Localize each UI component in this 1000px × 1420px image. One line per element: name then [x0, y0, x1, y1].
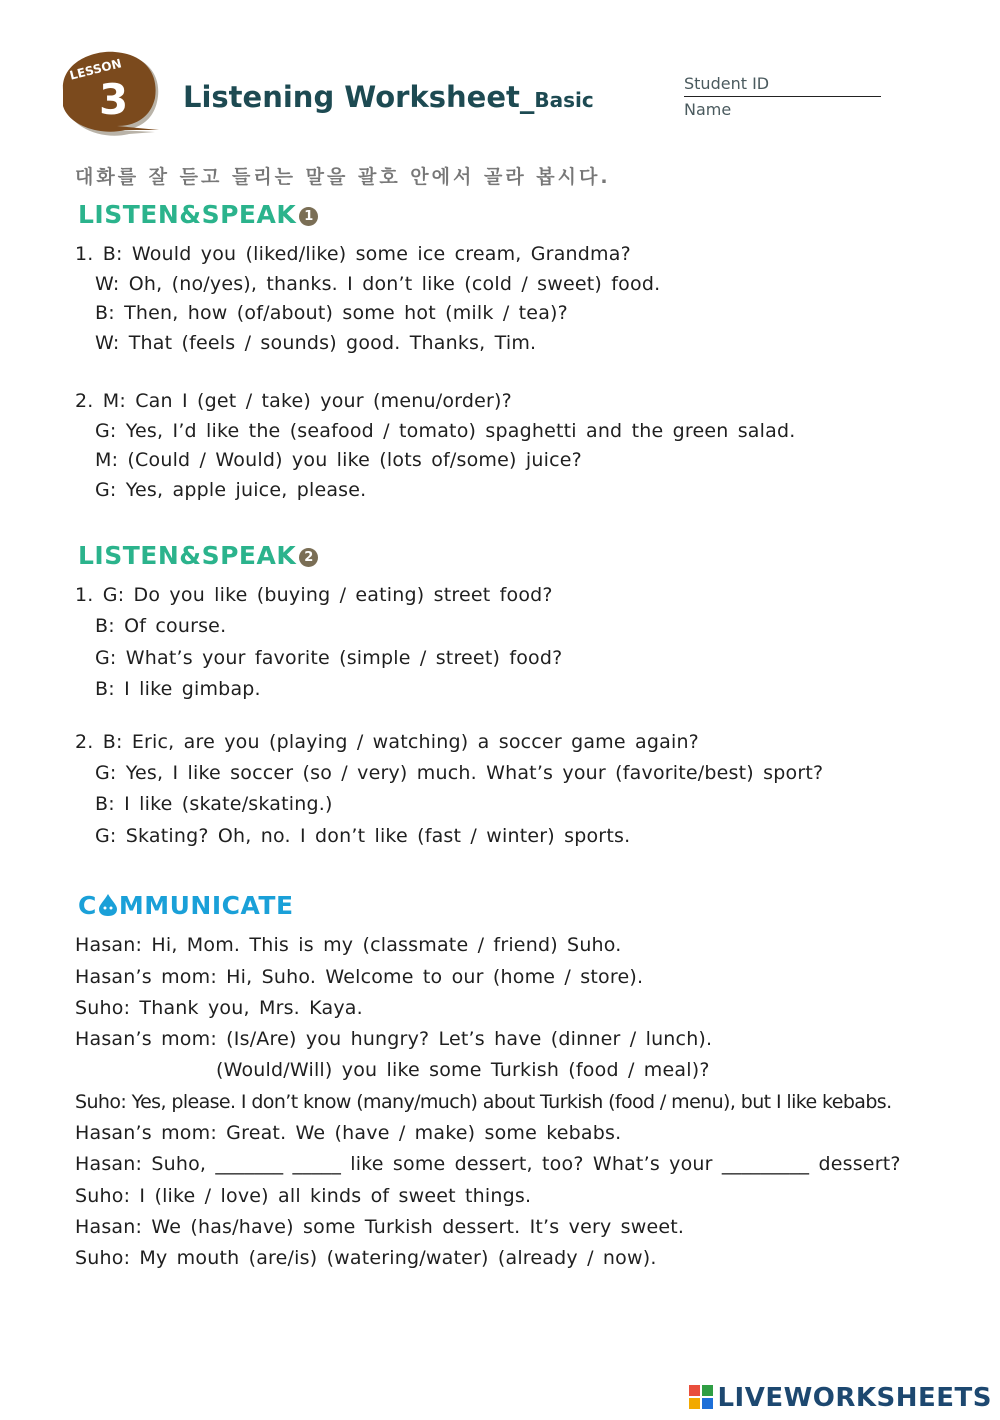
water-drop-icon	[98, 893, 118, 917]
student-id-line[interactable]	[684, 96, 881, 97]
dialogue-line: Suho: Thank you, Mrs. Kaya.	[75, 997, 363, 1019]
dialogue-line: (Would/Will) you like some Turkish (food / meal)?	[216, 1059, 710, 1081]
dialogue-line: G: Yes, I’d like the (seafood / tomato) spaghetti and the green salad.	[95, 420, 796, 442]
dialogue-line: Suho: I (like / love) all kinds of sweet things.	[75, 1185, 532, 1207]
dialogue-line: W: Oh, (no/yes), thanks. I don’t like (cold / sweet) food.	[95, 273, 661, 295]
dialogue-line: B: Then, how (of/about) some hot (milk / tea)?	[95, 302, 568, 324]
dialogue-line: G: Yes, apple juice, please.	[95, 479, 367, 501]
student-id-label: Student ID	[684, 74, 770, 93]
liveworksheets-brand	[689, 1383, 992, 1413]
brand-text: LIVEWORKSHEETS	[717, 1383, 992, 1413]
dialogue-line: 2. M: Can I (get / take) your (menu/order)?	[75, 390, 512, 412]
title-main: Listening Worksheet_	[183, 80, 535, 114]
communicate-logo-rest: MMUNICATE	[118, 891, 294, 920]
lesson-badge	[55, 50, 165, 140]
listen-speak-2-logo	[78, 541, 318, 570]
listen-speak-1-number: 1	[299, 207, 318, 226]
dialogue-line: G: What’s your favorite (simple / street) food?	[95, 647, 563, 669]
dialogue-line: G: Yes, I like soccer (so / very) much. What’s your (favorite/best) sport?	[95, 762, 824, 784]
listen-speak-2-number: 2	[299, 548, 318, 567]
dialogue-line: Suho: My mouth (are/is) (watering/water) (already / now).	[75, 1247, 657, 1269]
dialogue-line: Hasan: Hi, Mom. This is my (classmate / friend) Suho.	[75, 934, 622, 956]
dialogue-line: G: Skating? Oh, no. I don’t like (fast / winter) sports.	[95, 825, 631, 847]
instruction-text: 대화를 잘 듣고 들리는 말을 괄호 안에서 골라 봅시다.	[75, 166, 611, 188]
communicate-logo-c: C	[78, 891, 97, 920]
dialogue-line: Suho: Yes, please. I don’t know (many/much) about Turkish (food / menu), but I like kebabs.	[75, 1091, 892, 1113]
dialogue-line: B: Of course.	[95, 615, 227, 637]
page-title	[183, 80, 594, 114]
dialogue-line: B: I like gimbap.	[95, 678, 261, 700]
listen-speak-1-logo-text: LISTEN&SPEAK	[78, 200, 297, 229]
title-sub: Basic	[534, 88, 594, 112]
dialogue-line: Hasan’s mom: Great. We (have / make) some kebabs.	[75, 1122, 622, 1144]
dialogue-line: 2. B: Eric, are you (playing / watching) a soccer game again?	[75, 731, 699, 753]
dialogue-line: 1. B: Would you (liked/like) some ice cream, Grandma?	[75, 243, 631, 265]
listen-speak-2-logo-text: LISTEN&SPEAK	[78, 541, 297, 570]
lesson-word: LESSON	[68, 56, 123, 83]
dialogue-line: W: That (feels / sounds) good. Thanks, Tim.	[95, 332, 537, 354]
name-label: Name	[684, 100, 732, 119]
listen-speak-1-logo	[78, 200, 318, 229]
liveworksheets-logo-icon	[689, 1385, 713, 1409]
dialogue-line: M: (Could / Would) you like (lots of/some) juice?	[95, 449, 582, 471]
lesson-number: 3	[99, 75, 129, 124]
communicate-logo	[78, 891, 294, 920]
dialogue-line: Hasan: Suho, _______ _____ like some dessert, too? What’s your _________ dessert?	[75, 1153, 901, 1175]
dialogue-line: Hasan’s mom: Hi, Suho. Welcome to our (home / store).	[75, 966, 644, 988]
dialogue-line: Hasan: We (has/have) some Turkish dessert. It’s very sweet.	[75, 1216, 685, 1238]
dialogue-line: 1. G: Do you like (buying / eating) street food?	[75, 584, 553, 606]
dialogue-line: B: I like (skate/skating.)	[95, 793, 333, 815]
dialogue-line: Hasan’s mom: (Is/Are) you hungry? Let’s have (dinner / lunch).	[75, 1028, 713, 1050]
